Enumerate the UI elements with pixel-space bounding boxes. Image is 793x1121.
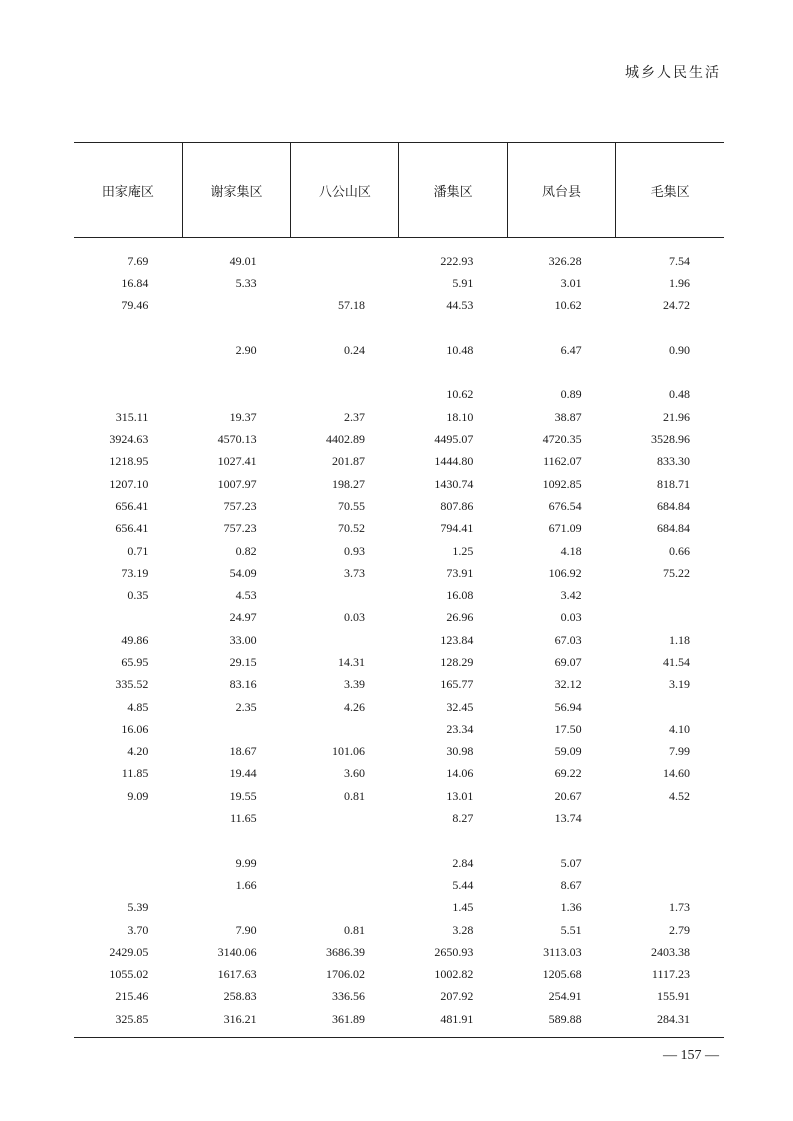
table-cell: 2.90	[235, 342, 257, 357]
table-cell: 4.10	[669, 721, 690, 736]
table-cell: 254.91	[548, 989, 582, 1004]
table-cell: 14.31	[337, 654, 365, 669]
table-cell: 1.25	[452, 543, 474, 558]
table-row	[74, 897, 724, 919]
table-row	[74, 874, 724, 896]
table-cell	[291, 384, 399, 406]
table-cell: 21.96	[663, 409, 690, 424]
table-row	[74, 495, 724, 517]
table-cell: 2.84	[452, 855, 474, 870]
table-cell: 57.18	[337, 298, 365, 313]
table-cell: 2.37	[343, 409, 365, 424]
table-row	[74, 384, 724, 406]
table-cell: 3528.96	[651, 432, 690, 447]
table-cell: 0.81	[343, 922, 365, 937]
table-cell	[74, 830, 182, 852]
table-cell: 7.69	[127, 253, 149, 268]
table-cell	[291, 238, 399, 273]
table-cell	[616, 317, 724, 339]
table-cell: 316.21	[223, 1011, 257, 1026]
table-cell: 75.22	[663, 565, 690, 580]
table-cell	[616, 584, 724, 606]
table-cell: 198.27	[331, 476, 365, 491]
table-row	[74, 272, 724, 294]
table-cell: 5.39	[127, 900, 149, 915]
table-cell: 16.06	[121, 721, 149, 736]
table-cell	[182, 897, 290, 919]
table-cell: 4.18	[560, 543, 582, 558]
table-cell: 315.11	[115, 409, 149, 424]
table-cell: 1444.80	[434, 454, 474, 469]
table-cell: 0.71	[127, 543, 149, 558]
table-cell	[616, 874, 724, 896]
table-cell: 9.99	[235, 855, 257, 870]
table-cell	[182, 718, 290, 740]
table-cell: 3.39	[343, 677, 365, 692]
table-cell: 128.29	[440, 654, 474, 669]
table-cell: 5.33	[235, 275, 257, 290]
table-cell	[616, 696, 724, 718]
table-cell: 3686.39	[325, 944, 365, 959]
table-cell	[291, 584, 399, 606]
table-cell: 3.19	[669, 677, 690, 692]
table-row	[74, 651, 724, 673]
table-cell: 481.91	[440, 1011, 474, 1026]
table-cell: 818.71	[657, 476, 690, 491]
table-cell	[616, 361, 724, 383]
column-header: 凤台县	[507, 143, 615, 238]
table-cell	[616, 607, 724, 629]
table-cell: 1218.95	[109, 454, 149, 469]
table-cell	[291, 897, 399, 919]
table-cell: 9.09	[127, 788, 149, 803]
table-cell: 1.73	[669, 900, 690, 915]
table-cell: 684.84	[657, 521, 690, 536]
table-cell: 207.92	[440, 989, 474, 1004]
table-cell: 757.23	[223, 521, 257, 536]
table-row	[74, 763, 724, 785]
table-cell: 70.52	[337, 521, 365, 536]
table-cell: 4.26	[343, 699, 365, 714]
table-cell: 19.44	[229, 766, 257, 781]
table-cell: 671.09	[548, 521, 582, 536]
table-cell: 49.86	[121, 632, 149, 647]
table-cell: 1706.02	[325, 967, 365, 982]
table-cell: 326.28	[548, 253, 582, 268]
table-cell: 0.03	[343, 610, 365, 625]
table-cell	[74, 317, 182, 339]
table-row	[74, 986, 724, 1008]
table-cell: 32.45	[446, 699, 474, 714]
table-cell	[74, 339, 182, 361]
table-row	[74, 361, 724, 383]
table-cell: 4.85	[127, 699, 149, 714]
table-cell: 676.54	[548, 498, 582, 513]
table-cell: 0.89	[560, 387, 582, 402]
table-row	[74, 540, 724, 562]
table-cell: 3924.63	[109, 432, 149, 447]
table-body	[74, 238, 724, 1045]
table-cell: 215.46	[115, 989, 149, 1004]
table-cell: 54.09	[229, 565, 257, 580]
table-cell: 67.03	[554, 632, 582, 647]
table-row	[74, 451, 724, 473]
table-cell: 1092.85	[542, 476, 582, 491]
table-row	[74, 473, 724, 495]
table-cell: 1.96	[669, 275, 690, 290]
table-cell: 4720.35	[542, 432, 582, 447]
header-row	[74, 143, 724, 238]
table-cell	[291, 807, 399, 829]
table-cell	[507, 317, 615, 339]
table-cell: 1007.97	[217, 476, 257, 491]
table-cell: 69.22	[554, 766, 582, 781]
table-cell: 3113.03	[543, 944, 582, 959]
table-cell	[74, 807, 182, 829]
table-cell	[291, 272, 399, 294]
table-cell: 1055.02	[109, 967, 149, 982]
table-cell: 3.28	[452, 922, 474, 937]
table-cell: 0.81	[343, 788, 365, 803]
column-header: 潘集区	[399, 143, 507, 238]
table-cell: 4.20	[127, 744, 149, 759]
table-cell: 19.37	[229, 409, 257, 424]
table-cell: 20.67	[554, 788, 582, 803]
table-cell: 3140.06	[217, 944, 257, 959]
table-cell: 3.42	[560, 588, 582, 603]
table-cell: 4.53	[235, 588, 257, 603]
table-cell: 1430.74	[434, 476, 474, 491]
column-header: 毛集区	[616, 143, 724, 238]
table-cell: 5.91	[452, 275, 474, 290]
table-cell: 14.06	[446, 766, 474, 781]
table-cell: 13.74	[554, 811, 582, 826]
table-row	[74, 852, 724, 874]
table-cell: 0.93	[343, 543, 365, 558]
table-cell: 7.54	[669, 253, 690, 268]
table-row	[74, 718, 724, 740]
table-cell: 335.52	[115, 677, 149, 692]
table-cell: 589.88	[548, 1011, 582, 1026]
table-cell: 1.45	[452, 900, 474, 915]
table-cell: 1117.23	[651, 967, 690, 982]
table-cell	[182, 295, 290, 317]
table-cell: 41.54	[663, 654, 690, 669]
table-cell: 5.07	[560, 855, 582, 870]
table-cell: 19.55	[229, 788, 257, 803]
table-row	[74, 785, 724, 807]
table-cell: 361.89	[331, 1011, 365, 1026]
table-cell: 32.12	[554, 677, 582, 692]
table-cell: 1027.41	[217, 454, 257, 469]
table-cell: 10.62	[446, 387, 474, 402]
table-row	[74, 1008, 724, 1044]
table-cell: 3.60	[343, 766, 365, 781]
table-cell: 336.56	[331, 989, 365, 1004]
table-cell: 0.48	[669, 387, 690, 402]
table-cell: 1.18	[669, 632, 690, 647]
table-cell: 5.51	[560, 922, 582, 937]
table-cell: 13.01	[446, 788, 474, 803]
table-cell: 4402.89	[325, 432, 365, 447]
table-cell	[291, 874, 399, 896]
table-row	[74, 562, 724, 584]
table-cell: 8.27	[452, 811, 474, 826]
table-cell	[507, 361, 615, 383]
page-number: — 157 —	[663, 1048, 719, 1063]
table-row	[74, 629, 724, 651]
table-cell: 258.83	[223, 989, 257, 1004]
table-cell: 1617.63	[217, 967, 257, 982]
table-cell	[291, 718, 399, 740]
table-cell: 1207.10	[109, 476, 149, 491]
table-cell: 222.93	[440, 253, 474, 268]
table-cell: 18.10	[446, 409, 474, 424]
table-cell: 2403.38	[651, 944, 690, 959]
table-cell	[507, 830, 615, 852]
table-row	[74, 919, 724, 941]
table-cell: 26.96	[446, 610, 474, 625]
column-header: 八公山区	[291, 143, 399, 238]
table-cell	[182, 361, 290, 383]
table-row	[74, 964, 724, 986]
table-cell: 16.84	[121, 275, 149, 290]
table-cell: 73.91	[446, 565, 474, 580]
table-cell: 1.36	[560, 900, 582, 915]
table-cell: 0.82	[235, 543, 257, 558]
table-cell: 83.16	[229, 677, 257, 692]
table-cell: 2429.05	[109, 944, 149, 959]
table-cell: 56.94	[554, 699, 582, 714]
table-cell: 656.41	[115, 498, 149, 513]
table-row	[74, 830, 724, 852]
table-cell	[291, 852, 399, 874]
table-row	[74, 807, 724, 829]
table-cell: 684.84	[657, 498, 690, 513]
table-cell	[616, 807, 724, 829]
table-row	[74, 696, 724, 718]
table-cell: 23.34	[446, 721, 474, 736]
table-cell: 2.79	[669, 922, 690, 937]
table-cell: 0.66	[669, 543, 690, 558]
table-cell: 10.62	[554, 298, 582, 313]
table-cell	[74, 852, 182, 874]
table-cell: 17.50	[554, 721, 582, 736]
table-cell: 101.06	[331, 744, 365, 759]
table-cell: 106.92	[548, 565, 582, 580]
table-cell: 11.85	[121, 766, 149, 781]
table-cell: 5.44	[452, 877, 474, 892]
table-cell	[616, 852, 724, 874]
table-cell: 794.41	[440, 521, 474, 536]
table-cell: 14.60	[663, 766, 690, 781]
table-cell: 44.53	[446, 298, 474, 313]
table-cell: 18.67	[229, 744, 257, 759]
table-cell	[291, 361, 399, 383]
table-cell: 59.09	[554, 744, 582, 759]
table-cell: 155.91	[657, 989, 690, 1004]
statistics-table-container	[74, 142, 724, 1044]
running-title: 城乡人民生活	[625, 66, 721, 81]
table-cell	[182, 317, 290, 339]
table-row	[74, 406, 724, 428]
table-cell	[74, 874, 182, 896]
column-header: 谢家集区	[182, 143, 290, 238]
table-cell: 10.48	[446, 342, 474, 357]
table-cell: 284.31	[657, 1011, 690, 1026]
table-cell	[616, 830, 724, 852]
table-cell: 3.73	[343, 565, 365, 580]
table-cell	[399, 361, 507, 383]
table-cell: 1002.82	[434, 967, 474, 982]
table-cell: 757.23	[223, 498, 257, 513]
table-cell	[74, 384, 182, 406]
table-cell	[182, 384, 290, 406]
table-cell	[291, 629, 399, 651]
table-row	[74, 295, 724, 317]
table-cell: 3.70	[127, 922, 149, 937]
table-cell: 833.30	[657, 454, 690, 469]
table-cell: 165.77	[440, 677, 474, 692]
table-cell: 73.19	[121, 565, 149, 580]
table-row	[74, 584, 724, 606]
table-cell	[291, 317, 399, 339]
table-cell: 79.46	[121, 298, 149, 313]
bottom-rule	[74, 1037, 724, 1038]
table-cell: 3.01	[560, 275, 582, 290]
table-cell: 0.35	[127, 588, 149, 603]
table-row	[74, 941, 724, 963]
table-cell	[399, 830, 507, 852]
table-cell: 807.86	[440, 498, 474, 513]
table-row	[74, 674, 724, 696]
table-cell	[74, 361, 182, 383]
table-cell: 2650.93	[434, 944, 474, 959]
table-cell: 4.52	[669, 788, 690, 803]
table-cell: 11.65	[230, 811, 257, 826]
table-cell: 1.66	[235, 877, 257, 892]
statistics-table	[74, 142, 724, 1044]
table-cell: 70.55	[337, 498, 365, 513]
table-cell: 30.98	[446, 744, 474, 759]
table-row	[74, 238, 724, 273]
table-cell: 6.47	[560, 342, 582, 357]
table-cell: 7.90	[235, 922, 257, 937]
table-cell: 24.97	[229, 610, 257, 625]
table-cell: 8.67	[560, 877, 582, 892]
table-cell	[74, 607, 182, 629]
table-row	[74, 428, 724, 450]
table-cell	[182, 830, 290, 852]
table-cell: 33.00	[229, 632, 257, 647]
table-cell: 4495.07	[434, 432, 474, 447]
table-cell: 201.87	[331, 454, 365, 469]
table-cell: 0.90	[669, 342, 690, 357]
table-cell: 0.24	[343, 342, 365, 357]
table-cell: 38.87	[554, 409, 582, 424]
table-cell: 49.01	[229, 253, 257, 268]
table-row	[74, 741, 724, 763]
table-row	[74, 339, 724, 361]
table-cell: 325.85	[115, 1011, 149, 1026]
table-row	[74, 518, 724, 540]
table-header	[74, 143, 724, 238]
table-cell: 0.03	[560, 610, 582, 625]
table-cell: 1205.68	[542, 967, 582, 982]
table-cell: 4570.13	[217, 432, 257, 447]
table-cell: 24.72	[663, 298, 690, 313]
table-cell: 656.41	[115, 521, 149, 536]
table-cell: 7.99	[669, 744, 690, 759]
column-header: 田家庵区	[74, 143, 182, 238]
table-cell: 69.07	[554, 654, 582, 669]
table-row	[74, 607, 724, 629]
table-row	[74, 317, 724, 339]
table-cell	[399, 317, 507, 339]
table-cell: 123.84	[440, 632, 474, 647]
table-cell: 16.08	[446, 588, 474, 603]
table-cell	[291, 830, 399, 852]
table-cell: 1162.07	[543, 454, 582, 469]
table-cell: 2.35	[235, 699, 257, 714]
table-cell: 65.95	[121, 654, 149, 669]
table-cell: 29.15	[229, 654, 257, 669]
